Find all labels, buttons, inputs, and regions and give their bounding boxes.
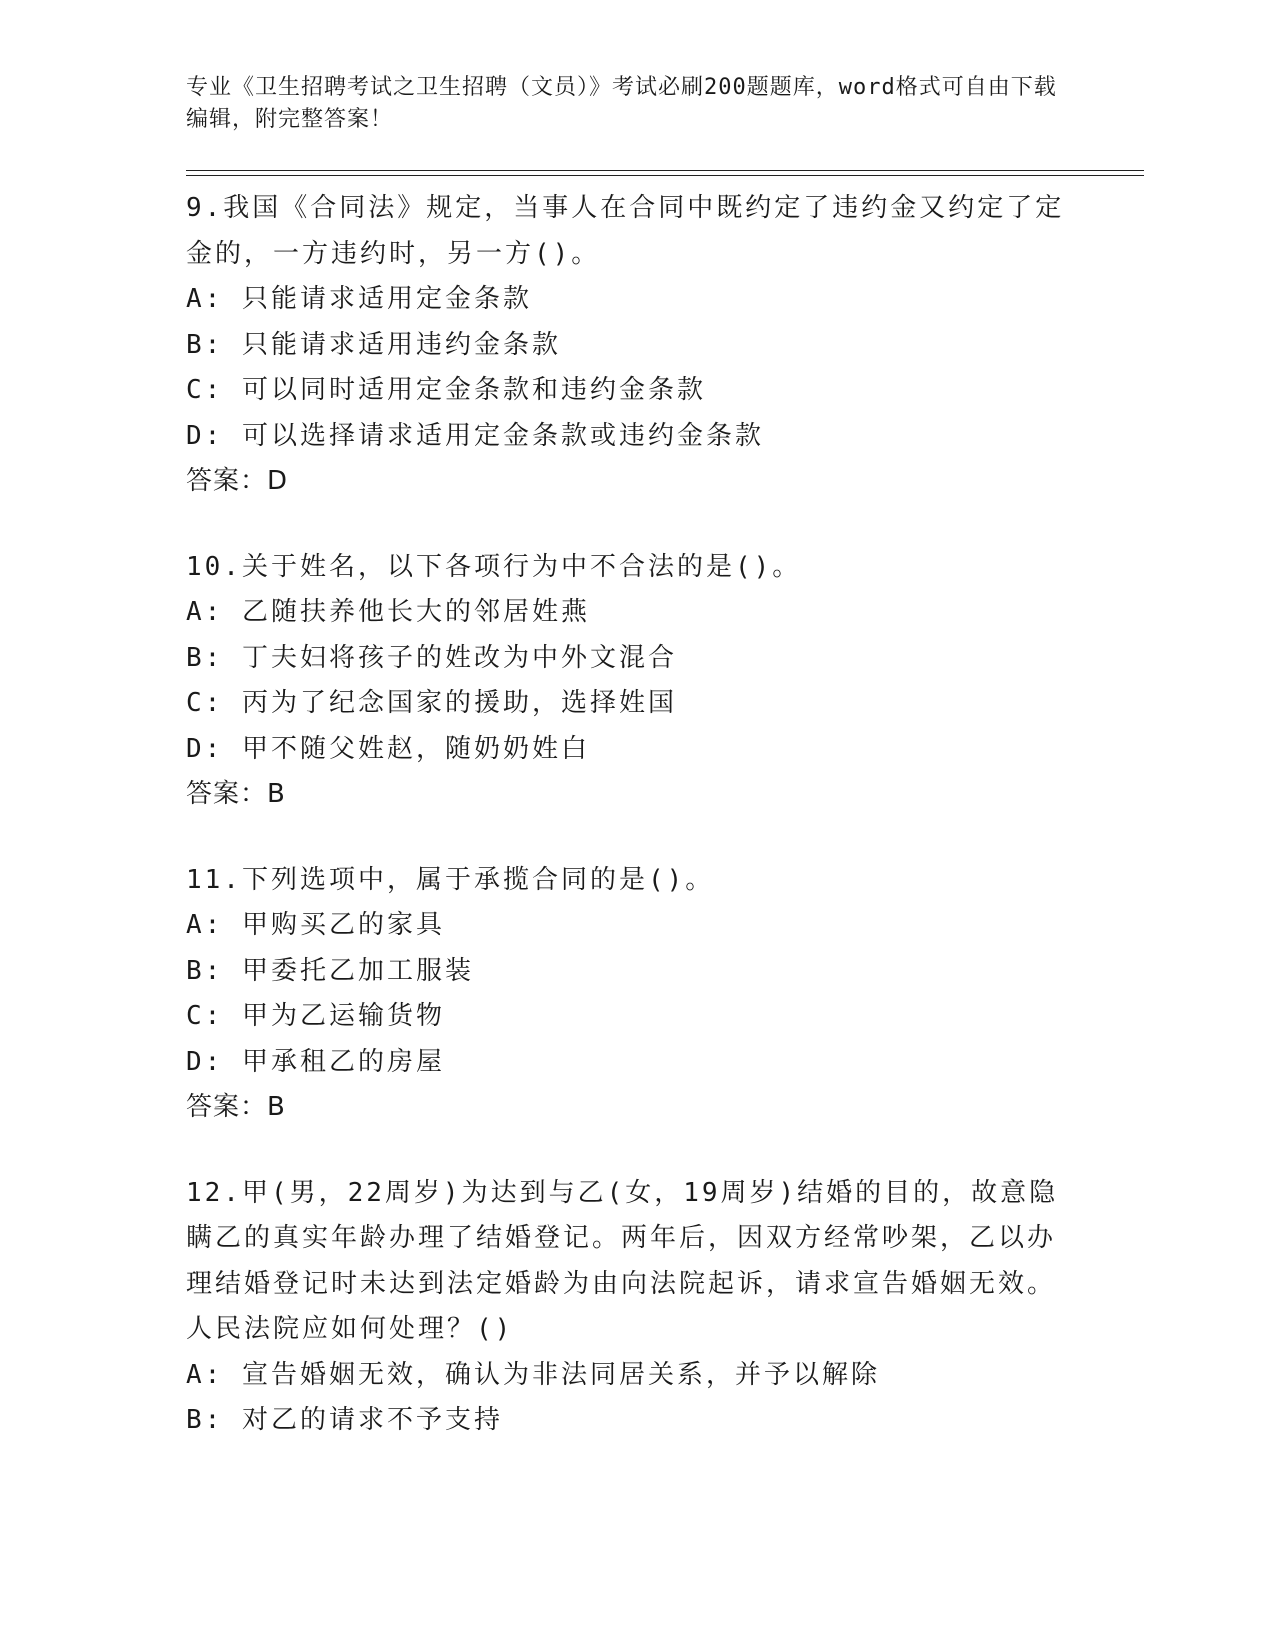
- option-b: B: 只能请求适用违约金条款: [186, 329, 561, 360]
- answer-line: 答案：B: [186, 779, 286, 809]
- option-a: A: 乙随扶养他长大的邻居姓燕: [186, 597, 590, 627]
- option-a: A: 宣告婚姻无效，确认为非法同居关系，并予以解除: [186, 1359, 880, 1390]
- question-list: [186, 186, 1066, 1484]
- option-b: B: 对乙的请求不予支持: [186, 1405, 503, 1435]
- question-11: [186, 858, 1066, 1131]
- answer-line: 答案：B: [186, 1092, 286, 1122]
- header-divider-bottom: [186, 175, 1144, 176]
- option-d: D: 可以选择请求适用定金条款或违约金条款: [186, 420, 764, 451]
- option-a: A: 只能请求适用定金条款: [186, 284, 532, 314]
- question-12: [186, 1171, 1066, 1444]
- question-stem: 9.我国《合同法》规定，当事人在合同中既约定了违约金又约定了定金的，一方违约时，另一方()。: [186, 193, 1065, 269]
- option-b: B: 甲委托乙加工服装: [186, 955, 474, 986]
- question-stem: 12.甲(男，22周岁)为达到与乙(女，19周岁)结婚的目的，故意隐瞒乙的真实年龄办理了结婚登记。两年后，因双方经常吵架，乙以办理结婚登记时未达到法定婚龄为由向法院起诉，请求宣告婚姻无效。人民法院应如何处理？(): [186, 1177, 1059, 1344]
- question-10: [186, 545, 1066, 818]
- option-c: C: 甲为乙运输货物: [186, 1001, 445, 1031]
- question-9: [186, 186, 1066, 505]
- question-stem: 11.下列选项中，属于承揽合同的是()。: [186, 864, 715, 895]
- document-header: 专业《卫生招聘考试之卫生招聘（文员）》考试必刷200题题库，word格式可自由下载编辑，附完整答案！: [186, 75, 1057, 132]
- option-a: A: 甲购买乙的家具: [186, 910, 445, 940]
- header-divider-top: [186, 170, 1144, 171]
- option-c: C: 可以同时适用定金条款和违约金条款: [186, 375, 706, 405]
- option-d: D: 甲承租乙的房屋: [186, 1046, 445, 1077]
- option-d: D: 甲不随父姓赵，随奶奶姓白: [186, 733, 590, 764]
- answer-line: 答案：D: [186, 466, 289, 496]
- option-c: C: 丙为了纪念国家的援助，选择姓国: [186, 688, 677, 718]
- option-b: B: 丁夫妇将孩子的姓改为中外文混合: [186, 642, 677, 673]
- question-stem: 10.关于姓名，以下各项行为中不合法的是()。: [186, 551, 802, 582]
